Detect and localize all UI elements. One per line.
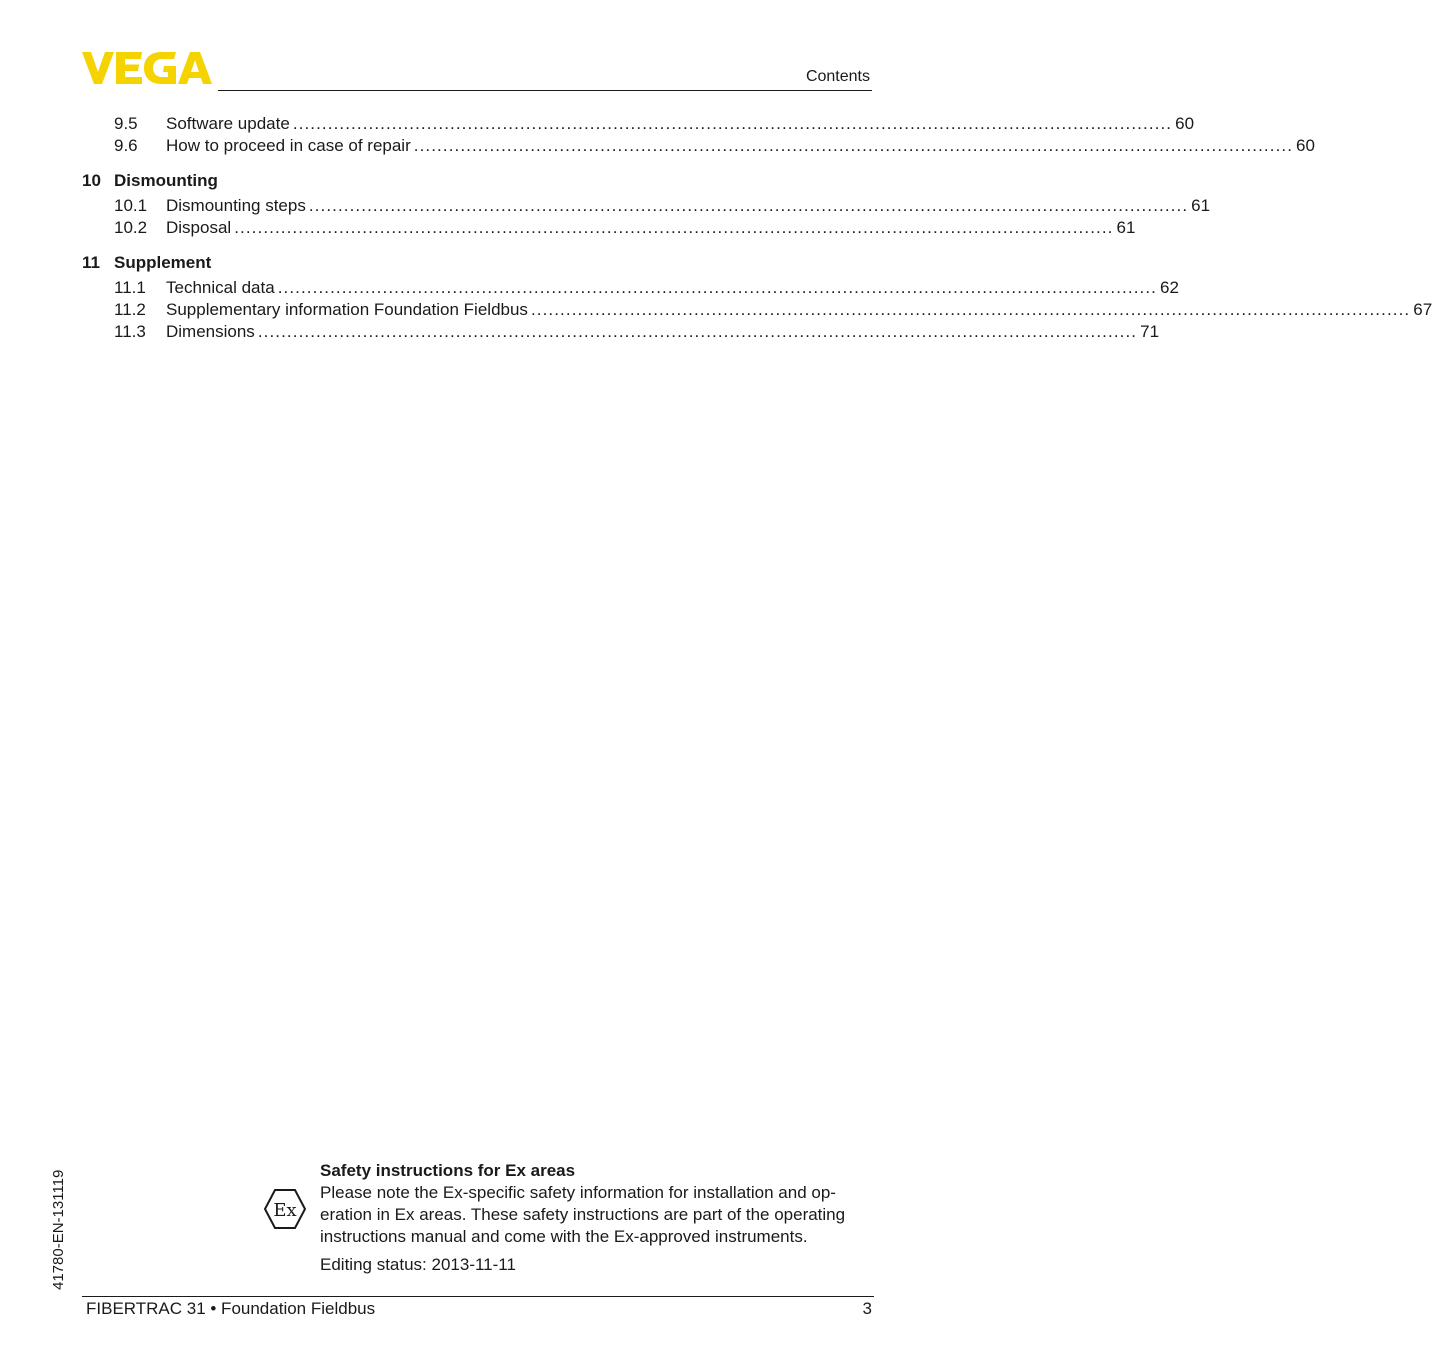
toc-entry-title: Dismounting steps [166, 196, 306, 215]
toc-leader-dots: ....................................................................................................................................................... [277, 278, 1157, 297]
toc-entry-number: 11.1 [114, 278, 146, 297]
toc-leader-dots: ....................................................................................................................................................... [308, 196, 1189, 215]
header-section-title: Contents [805, 68, 870, 85]
vega-logo [82, 52, 212, 84]
svg-text:Ex: Ex [273, 1200, 297, 1221]
safety-notice-line: eration in Ex areas. These safety instructions are part of the operating [320, 1205, 846, 1224]
toc-entry[interactable] [82, 321, 1160, 343]
toc-chapter-title: Supplement [114, 253, 212, 272]
toc-entry-page: 62 [1159, 278, 1179, 297]
toc-entry[interactable] [82, 277, 1179, 299]
toc-entry[interactable] [82, 217, 1136, 239]
toc-entry-title: Dimensions [166, 322, 255, 341]
toc-entry-title: Supplementary information Foundation Fieldbus [166, 300, 528, 319]
footer-divider [82, 1296, 874, 1297]
safety-notice-line: instructions manual and come with the Ex-approved instruments. [320, 1227, 808, 1246]
document-code: 41780-EN-131119 [50, 1169, 67, 1290]
toc-chapter-heading[interactable] [82, 170, 875, 192]
toc-entry-page: 60 [1175, 114, 1195, 133]
safety-notice [320, 1160, 880, 1276]
toc-entry[interactable] [82, 113, 1195, 135]
footer-product-name: FIBERTRAC 31 • Foundation Fieldbus [86, 1299, 376, 1318]
safety-notice-line: Please note the Ex-specific safety information for installation and op- [320, 1183, 836, 1202]
toc-chapter-heading[interactable] [82, 252, 875, 274]
toc-entry[interactable] [82, 299, 1432, 321]
toc-entry-title: Technical data [166, 278, 275, 297]
safety-notice-title: Safety instructions for Ex areas [320, 1161, 576, 1180]
toc-entry-number: 9.6 [114, 136, 138, 155]
toc-leader-dots: ....................................................................................................................................................... [292, 114, 1173, 133]
toc-leader-dots: ....................................................................................................................................................... [234, 218, 1114, 237]
toc-chapter-number: 10 [82, 171, 101, 190]
toc-entry-page: 61 [1191, 196, 1211, 215]
toc-entry-number: 10.1 [114, 196, 148, 215]
toc-chapter-number: 11 [82, 253, 100, 272]
toc-entry[interactable] [82, 195, 1211, 217]
page-number: 3 [862, 1299, 872, 1318]
toc-leader-dots: ....................................................................................................................................................... [413, 136, 1294, 155]
toc-entry-title: Disposal [166, 218, 232, 237]
editing-status: Editing status: 2013-11-11 [320, 1255, 516, 1274]
toc-entry-page: 61 [1116, 218, 1136, 237]
toc-entry-title: How to proceed in case of repair [166, 136, 411, 155]
toc-leader-dots: ....................................................................................................................................................... [530, 300, 1411, 319]
toc-entry-page: 71 [1140, 322, 1160, 341]
ex-icon [264, 1189, 306, 1229]
toc-chapter-title: Dismounting [114, 171, 218, 190]
toc-entry[interactable] [82, 135, 1315, 157]
toc-leader-dots: ....................................................................................................................................................... [257, 322, 1138, 341]
header-divider [218, 90, 872, 91]
toc-entry-page: 60 [1296, 136, 1315, 155]
toc-entry-title: Software update [166, 114, 290, 133]
toc-entry-number: 9.5 [114, 114, 138, 133]
toc-entry-page: 67 [1413, 300, 1432, 319]
toc-entry-number: 11.3 [114, 322, 146, 341]
table-of-contents [82, 113, 1432, 343]
toc-entry-number: 11.2 [114, 300, 146, 319]
toc-entry-number: 10.2 [114, 218, 148, 237]
